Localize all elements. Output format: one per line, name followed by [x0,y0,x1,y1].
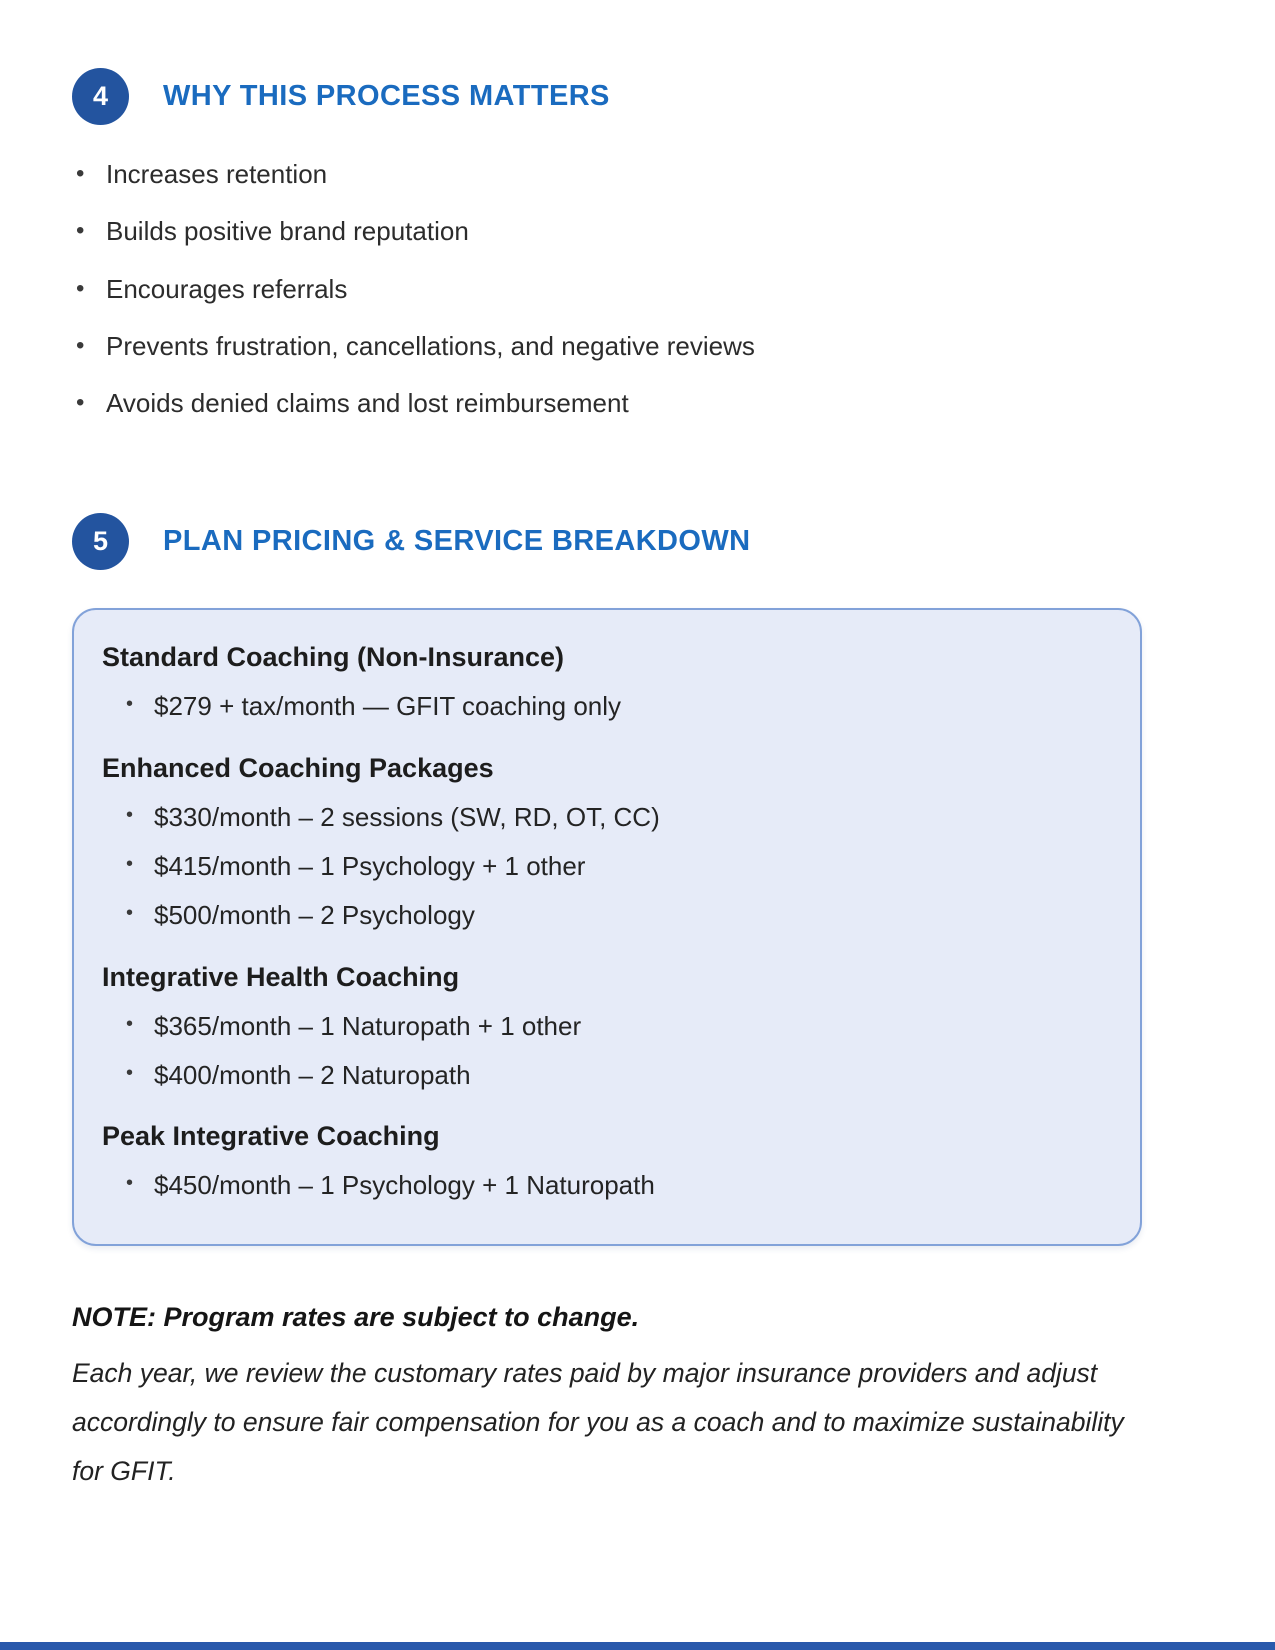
pricing-group [102,753,1100,930]
section5-number-badge [72,513,129,570]
why-matters-bullet: • Avoids denied claims and lost reimbursement [72,390,1203,417]
section4-number-badge [72,68,129,125]
note-section [72,1302,1152,1496]
pricing-item-list [102,693,1100,720]
pricing-item: • $279 + tax/month — GFIT coaching only [124,693,1100,720]
section5-header [72,513,1203,570]
note-body: Each year, we review the customary rates paid by major insurance providers and adjust accordingly to ensure fair compensation for you as a coach and to maximize sustainability for GFIT. [72,1357,1124,1486]
section-plan-pricing [72,513,1203,1245]
footer-accent-bar [0,1642,1275,1650]
pricing-item: • $365/month – 1 Naturopath + 1 other [124,1013,1100,1040]
pricing-group [102,1121,1100,1199]
why-matters-list [72,161,1203,417]
pricing-item: • $500/month – 2 Psychology [124,902,1100,929]
pricing-item: • $415/month – 1 Psychology + 1 other [124,853,1100,880]
pricing-item: • $330/month – 2 sessions (SW, RD, OT, CC) [124,804,1100,831]
why-matters-bullet: • Increases retention [72,161,1203,188]
pricing-item: • $400/month – 2 Naturopath [124,1062,1100,1089]
section5-number: 5 [92,526,109,557]
pricing-group-heading: Standard Coaching (Non-Insurance) [102,642,565,673]
why-matters-bullet: • Encourages referrals [72,276,1203,303]
section-why-process-matters [72,68,1203,417]
note-title: NOTE: Program rates are subject to change. [72,1301,640,1332]
pricing-group [102,642,1100,720]
pricing-item: • $450/month – 1 Psychology + 1 Naturopath [124,1172,1100,1199]
section4-header [72,68,1203,125]
pricing-group-heading: Integrative Health Coaching [102,961,460,992]
pricing-box [72,608,1142,1245]
pricing-group-heading: Peak Integrative Coaching [102,1121,440,1152]
pricing-item-list [102,801,1100,931]
section5-title: PLAN PRICING & SERVICE BREAKDOWN [163,525,751,558]
pricing-item-list [102,1010,1100,1090]
why-matters-bullet: • Builds positive brand reputation [72,218,1203,245]
pricing-item-list [102,1172,1100,1199]
section4-title: WHY THIS PROCESS MATTERS [163,80,610,112]
why-matters-bullet: • Prevents frustration, cancellations, and negative reviews [72,333,1203,360]
pricing-group-heading: Enhanced Coaching Packages [102,752,494,783]
pricing-group [102,962,1100,1090]
section4-number: 4 [92,81,109,111]
